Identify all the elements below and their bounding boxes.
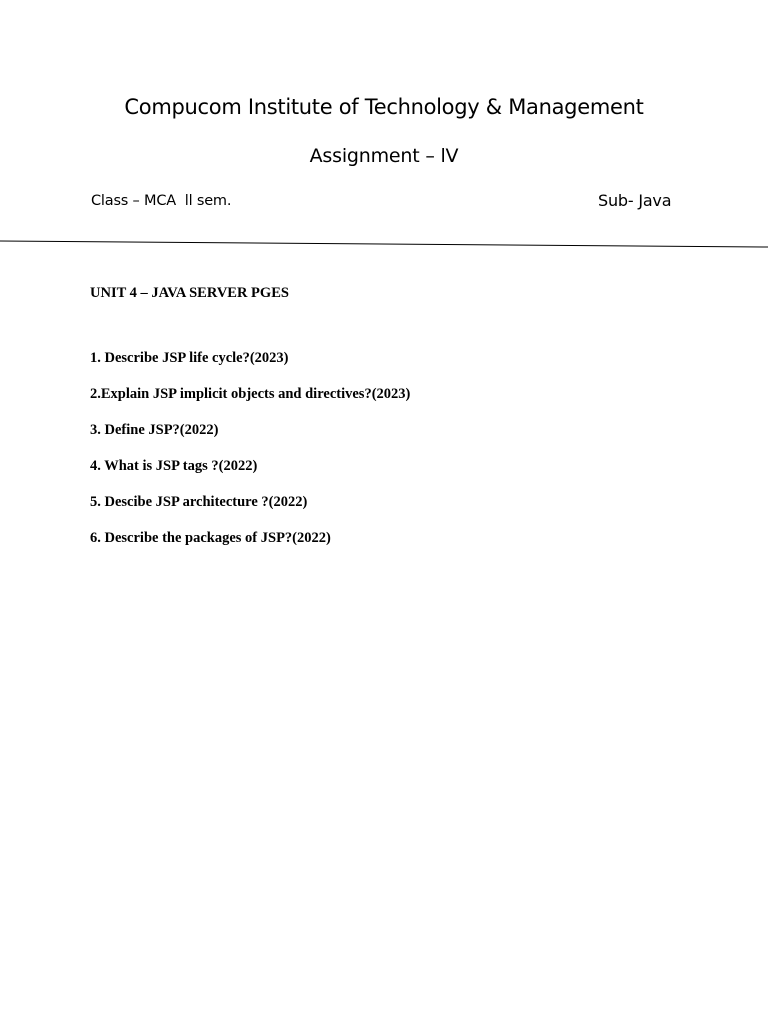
question-item: 2.Explain JSP implicit objects and directives?(2023)	[90, 386, 411, 402]
class-label: Class – MCA ll sem.	[91, 193, 232, 209]
assignment-title: Assignment – lV	[309, 145, 459, 167]
institute-title: Compucom Institute of Technology & Management	[124, 95, 644, 119]
question-item: 3. Define JSP?(2022)	[90, 422, 219, 438]
question-item: 5. Descibe JSP architecture ?(2022)	[90, 494, 308, 510]
question-list	[90, 349, 410, 565]
unit-heading: UNIT 4 – JAVA SERVER PGES	[90, 285, 289, 301]
header-divider	[0, 240, 768, 248]
question-item: 1. Describe JSP life cycle?(2023)	[90, 350, 289, 366]
question-item: 6. Describe the packages of JSP?(2022)	[90, 530, 331, 546]
subject-label: Sub- Java	[598, 191, 672, 210]
question-item: 4. What is JSP tags ?(2022)	[90, 458, 258, 474]
